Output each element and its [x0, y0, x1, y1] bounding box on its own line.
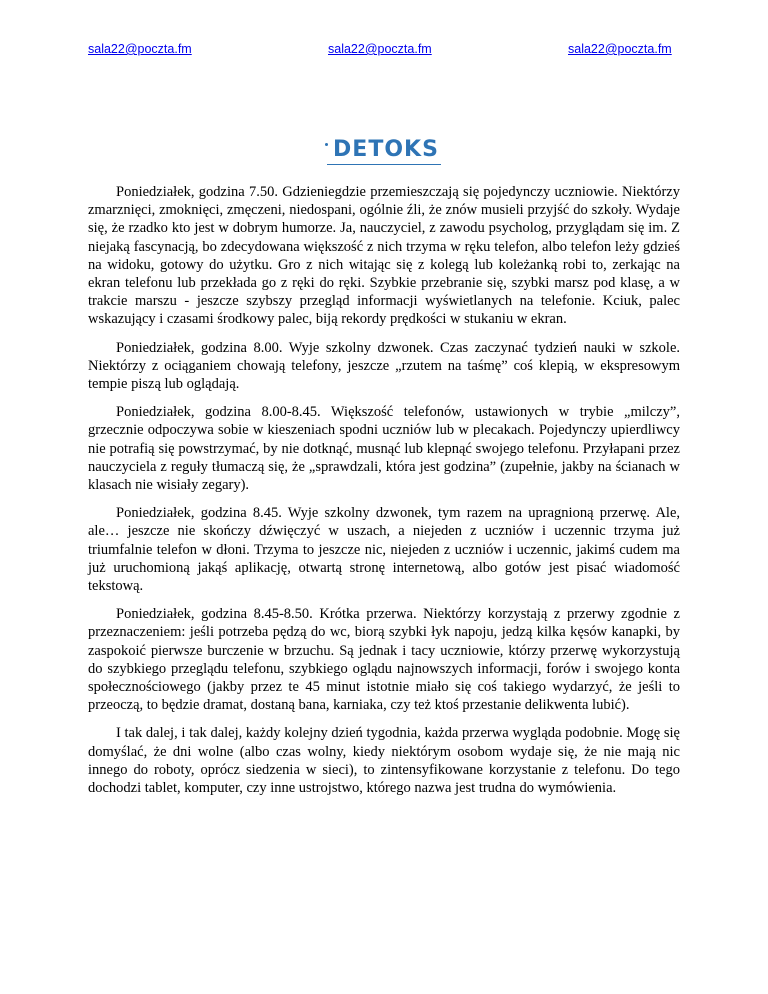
header-email-link-left[interactable]: sala22@poczta.fm — [88, 42, 192, 56]
document-body — [88, 183, 680, 807]
title-container — [0, 136, 768, 165]
page-header — [0, 42, 768, 62]
paragraph-3: Poniedziałek, godzina 8.00-8.45. Większość telefonów, ustawionych w trybie „milczy”, grzecznie odpoczywa sobie w kieszeniach spodni uczniów lub w plecakach. Pojedynczy upierdliwcy nie potrafią się powstrzymać, by nie dotknąć, musnąć lub klepnąć swojego telefonu. Przyłapani przez nauczyciela z reguły tłumaczą się, że „sprawdzali, która jest godzina” (zupełnie, jakby na ścianach w klasach nie wisiały zegary). — [88, 404, 680, 494]
paragraph-1: Poniedziałek, godzina 7.50. Gdzieniegdzie przemieszczają się pojedynczy uczniowie. Niektórzy zmarznięci, zmoknięci, zmęczeni, niedospani, ogólnie źli, że znów musieli przyjść do szkoły. Wydaje się, że rzadko kto jest w dobrym humorze. Ja, nauczyciel, z zawodu psycholog, przyglądam się im. Z niejaką fascynacją, bo zdecydowana większość z nich trzyma w ręku telefon, albo telefon leży gdzieś na widoku, gotowy do użytku. Gro z nich witając się z kolegą lub koleżanką robi to, zerkając na ekran telefonu lub przekłada go z ręki do ręki. Szybkie przebranie się, szybki marsz pod klasę, a w trakcie marszu - jeszcze szybszy przegląd informacji wyświetlanych na telefonie. Kciuk, palec wskazujący i czasami środkowy palec, biją rekordy prędkości w stukaniu w ekran. — [88, 184, 680, 328]
paragraph-2: Poniedziałek, godzina 8.00. Wyje szkolny dzwonek. Czas zaczynać tydzień nauki w szkole. Niektórzy z ociąganiem chowają telefony, jeszcze „rzutem na taśmę” coś klepią, w ekspresowym tempie piszą lub oglądają. — [88, 339, 680, 393]
paragraph-6: I tak dalej, i tak dalej, każdy kolejny dzień tygodnia, każda przerwa wygląda podobnie. Mogę się domyślać, że dni wolne (albo czas wolny, kiedy niektórym osobom wydaje się, że nie mają nic innego do roboty, oprócz siedzenia w sieci), to zintensyfikowane korzystanie z telefonu. Do tego dochodzi tablet, komputer, czy inne ustrojstwo, którego nazwa jest trudna do wymówienia. — [88, 725, 680, 797]
document-title — [327, 136, 441, 165]
header-email-link-center[interactable]: sala22@poczta.fm — [328, 42, 432, 56]
document-title-text: DETOKS — [333, 137, 439, 162]
paragraph-5: Poniedziałek, godzina 8.45-8.50. Krótka przerwa. Niektórzy korzystają z przerwy zgodnie z przeznaczeniem: jeśli potrzeba pędzą do wc, biorą szybki łyk napoju, jedzą kilka kęsów kanapki, by zaspokoić pierwsze burczenie w brzuchu. Są jednak i tacy uczniowie, którzy przerwę wykorzystują do szybkiego przeglądu telefonu, szybkiego oglądu najnowszych informacji, forów i swojego konta społecznościowego (jakby przez te 45 minut istotnie miało się coś takiego wydarzyć, że jeśli to przeoczą, to będzie dramat, dostaną bana, karniaka, czy też ktoś przestanie delikwenta lubić). — [88, 606, 680, 714]
paragraph-4: Poniedziałek, godzina 8.45. Wyje szkolny dzwonek, tym razem na upragnioną przerwę. Ale, ale… jeszcze nie skończy dźwięczyć w uszach, a niejeden z uczniów i uczennic trzyma już triumfalnie telefon w dłoni. Trzyma to jeszcze nic, niejeden z uczniów i uczennic, jakimś cudem ma już uruchomioną jakąś aplikację, otwartą stronę internetową, albo gotów jest pisać wiadomość tekstową. — [88, 505, 680, 595]
title-dot — [325, 143, 328, 146]
header-email-link-right[interactable]: sala22@poczta.fm — [568, 42, 672, 56]
